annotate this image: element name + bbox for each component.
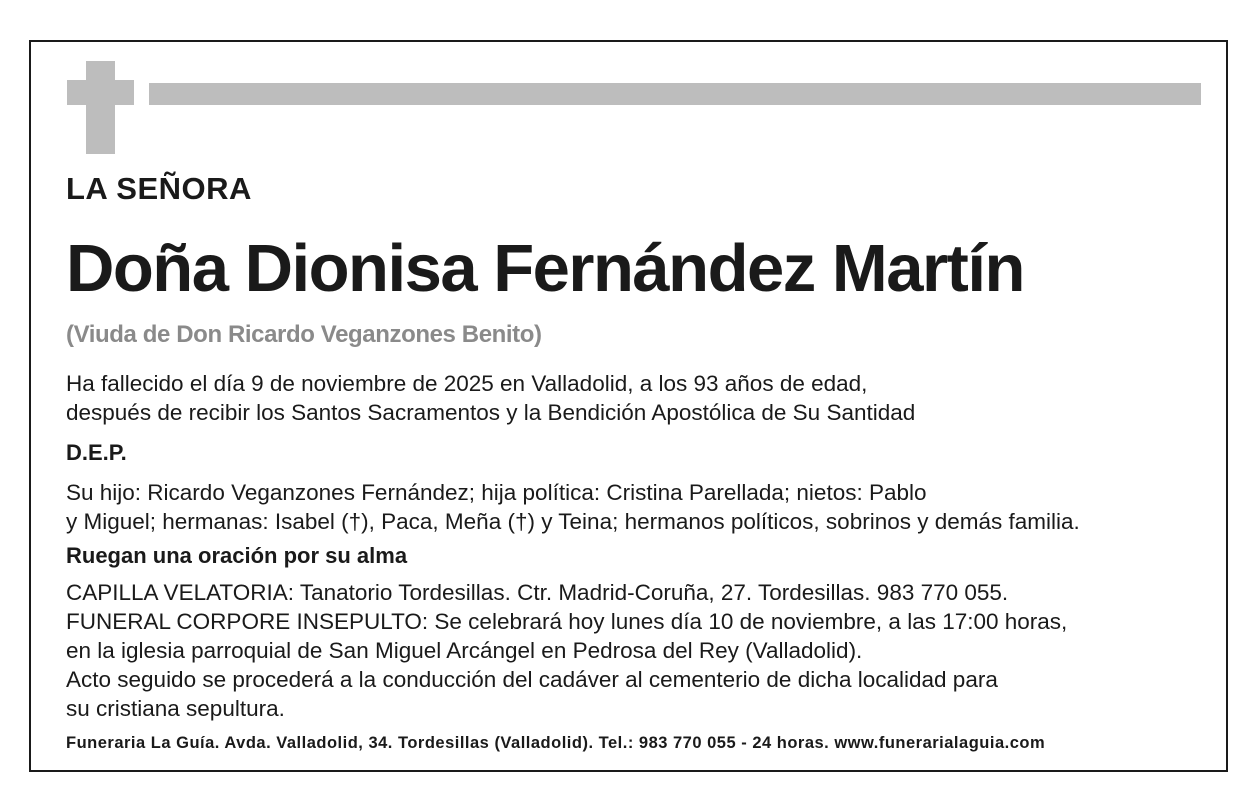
widow-subtitle: (Viuda de Don Ricardo Veganzones Benito) bbox=[66, 321, 542, 348]
family-list bbox=[66, 478, 1080, 536]
dep-label: D.E.P. bbox=[66, 440, 127, 465]
service-line: FUNERAL CORPORE INSEPULTO: Se celebrará hoy lunes día 10 de noviembre, a las 17:00 horas, bbox=[66, 609, 1068, 634]
deceased-name: Doña Dionisa Fernández Martín bbox=[66, 231, 1024, 306]
service-line: en la iglesia parroquial de San Miguel Arcángel en Pedrosa del Rey (Valladolid). bbox=[66, 638, 863, 663]
service-line: CAPILLA VELATORIA: Tanatorio Tordesillas. Ctr. Madrid-Coruña, 27. Tordesillas. 983 770 055. bbox=[66, 580, 1009, 605]
service-line: su cristiana sepultura. bbox=[66, 696, 285, 721]
cross-icon bbox=[86, 61, 115, 154]
death-line: después de recibir los Santos Sacramentos y la Bendición Apostólica de Su Santidad bbox=[66, 400, 916, 425]
funeral-home-footer: Funeraria La Guía. Avda. Valladolid, 34. Tordesillas (Valladolid). Tel.: 983 770 055 - 24 horas. www.funerarialaguia.com bbox=[66, 734, 1046, 752]
death-announcement bbox=[66, 369, 915, 427]
header-rule bbox=[149, 83, 1201, 105]
service-details bbox=[66, 578, 1067, 723]
family-line: Su hijo: Ricardo Veganzones Fernández; hija política: Cristina Parellada; nietos: Pablo bbox=[66, 480, 927, 505]
heading: LA SEÑORA bbox=[66, 171, 252, 206]
death-line: Ha fallecido el día 9 de noviembre de 2025 en Valladolid, a los 93 años de edad, bbox=[66, 371, 868, 396]
prayer-request: Ruegan una oración por su alma bbox=[66, 543, 408, 568]
cross-icon-bar bbox=[67, 80, 134, 105]
service-line: Acto seguido se procederá a la conducción del cadáver al cementerio de dicha localidad para bbox=[66, 667, 998, 692]
family-line: y Miguel; hermanas: Isabel (†), Paca, Meña (†) y Teina; hermanos políticos, sobrinos y demás familia. bbox=[66, 509, 1080, 534]
